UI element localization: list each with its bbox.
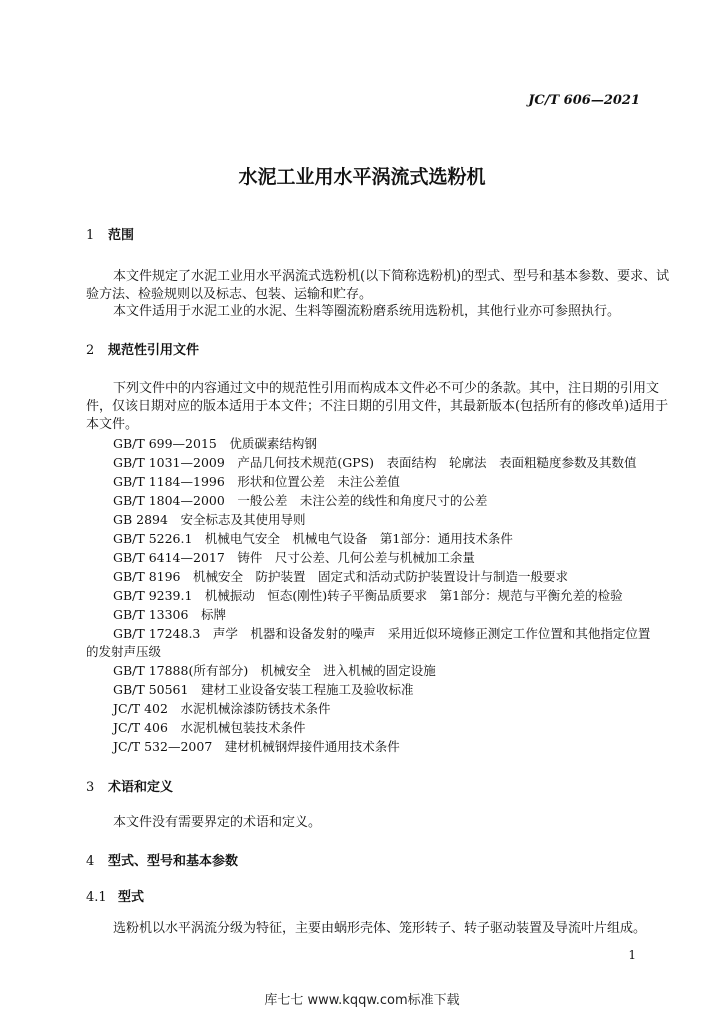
section-number: 4 — [86, 854, 95, 869]
paragraph-line: 本文件没有需要界定的术语和定义。 — [113, 815, 322, 830]
section-number: 2 — [86, 343, 95, 358]
subsection-title: 型式 — [118, 890, 145, 905]
section-title: 规范性引用文件 — [108, 343, 200, 358]
reference-item: GB/T 17888(所有部分) 机械安全 进入机械的固定设施 — [113, 663, 436, 678]
paragraph-line: 本文件规定了水泥工业用水平涡流式选粉机(以下简称选粉机)的型式、型号和基本参数、要求、试 — [113, 269, 670, 284]
reference-item: GB/T 1031—2009 产品几何技术规范(GPS) 表面结构 轮廓法 表面粗糙度参数及其数值 — [113, 455, 637, 470]
reference-item: GB/T 13306 标牌 — [113, 607, 226, 622]
reference-item: GB/T 8196 机械安全 防护装置 固定式和活动式防护装置设计与制造一般要求 — [113, 569, 569, 584]
reference-item: GB/T 1184—1996 形状和位置公差 未注公差值 — [113, 474, 400, 489]
section-heading-type-model-parameters — [86, 850, 238, 869]
reference-item: GB/T 50561 建材工业设备安装工程施工及验收标准 — [113, 682, 414, 697]
section-number: 3 — [86, 780, 95, 795]
reference-item: GB/T 5226.1 机械电气安全 机械电气设备 第1部分：通用技术条件 — [113, 531, 513, 546]
section-heading-scope — [86, 224, 134, 243]
footer-watermark: 库七七 www.kqqw.com标准下载 — [264, 993, 460, 1008]
paragraph-line: 件，仅该日期对应的版本适用于本文件；不注日期的引用文件，其最新版本(包括所有的修改单)适用于 — [86, 399, 669, 414]
reference-item: GB/T 1804—2000 一般公差 未注公差的线性和角度尺寸的公差 — [113, 493, 488, 508]
section-number: 1 — [86, 228, 95, 243]
reference-item: JC/T 532—2007 建材机械钢焊接件通用技术条件 — [113, 739, 400, 754]
reference-item: GB/T 9239.1 机械振动 恒态(刚性)转子平衡品质要求 第1部分：规范与平衡允差的检验 — [113, 588, 623, 603]
page-number: 1 — [628, 948, 636, 962]
reference-item-continuation: 的发射声压级 — [86, 644, 162, 659]
reference-item: GB 2894 安全标志及其使用导则 — [113, 512, 306, 527]
reference-item: GB/T 17248.3 声学 机器和设备发射的噪声 采用近似环境修正测定工作位置和其他指定位置 — [113, 626, 651, 641]
standard-code: JC/T 606—2021 — [528, 93, 640, 108]
subsection-heading-type — [86, 886, 144, 905]
paragraph-line: 下列文件中的内容通过文中的规范性引用而构成本文件必不可少的条款。其中，注日期的引用文 — [113, 381, 660, 396]
reference-item: GB/T 6414—2017 铸件 尺寸公差、几何公差与机械加工余量 — [113, 550, 475, 565]
paragraph-line: 验方法、检验规则以及标志、包装、运输和贮存。 — [86, 287, 373, 302]
document-title: 水泥工业用水平涡流式选粉机 — [238, 166, 486, 188]
paragraph-line: 本文件。 — [86, 417, 139, 432]
reference-item: JC/T 406 水泥机械包装技术条件 — [113, 720, 306, 735]
paragraph-line: 选粉机以水平涡流分级为特征，主要由蜗形壳体、笼形转子、转子驱动装置及导流叶片组成。 — [113, 921, 647, 936]
section-heading-normative-references — [86, 339, 199, 358]
section-title: 术语和定义 — [108, 780, 174, 795]
paragraph-line: 本文件适用于水泥工业的水泥、生料等圈流粉磨系统用选粉机，其他行业亦可参照执行。 — [113, 304, 621, 319]
subsection-number: 4.1 — [86, 890, 107, 905]
section-heading-terms — [86, 776, 173, 795]
reference-item: JC/T 402 水泥机械涂漆防锈技术条件 — [113, 701, 331, 716]
reference-item: GB/T 699—2015 优质碳素结构钢 — [113, 436, 317, 451]
section-title: 范围 — [108, 228, 135, 243]
section-title: 型式、型号和基本参数 — [108, 854, 239, 869]
